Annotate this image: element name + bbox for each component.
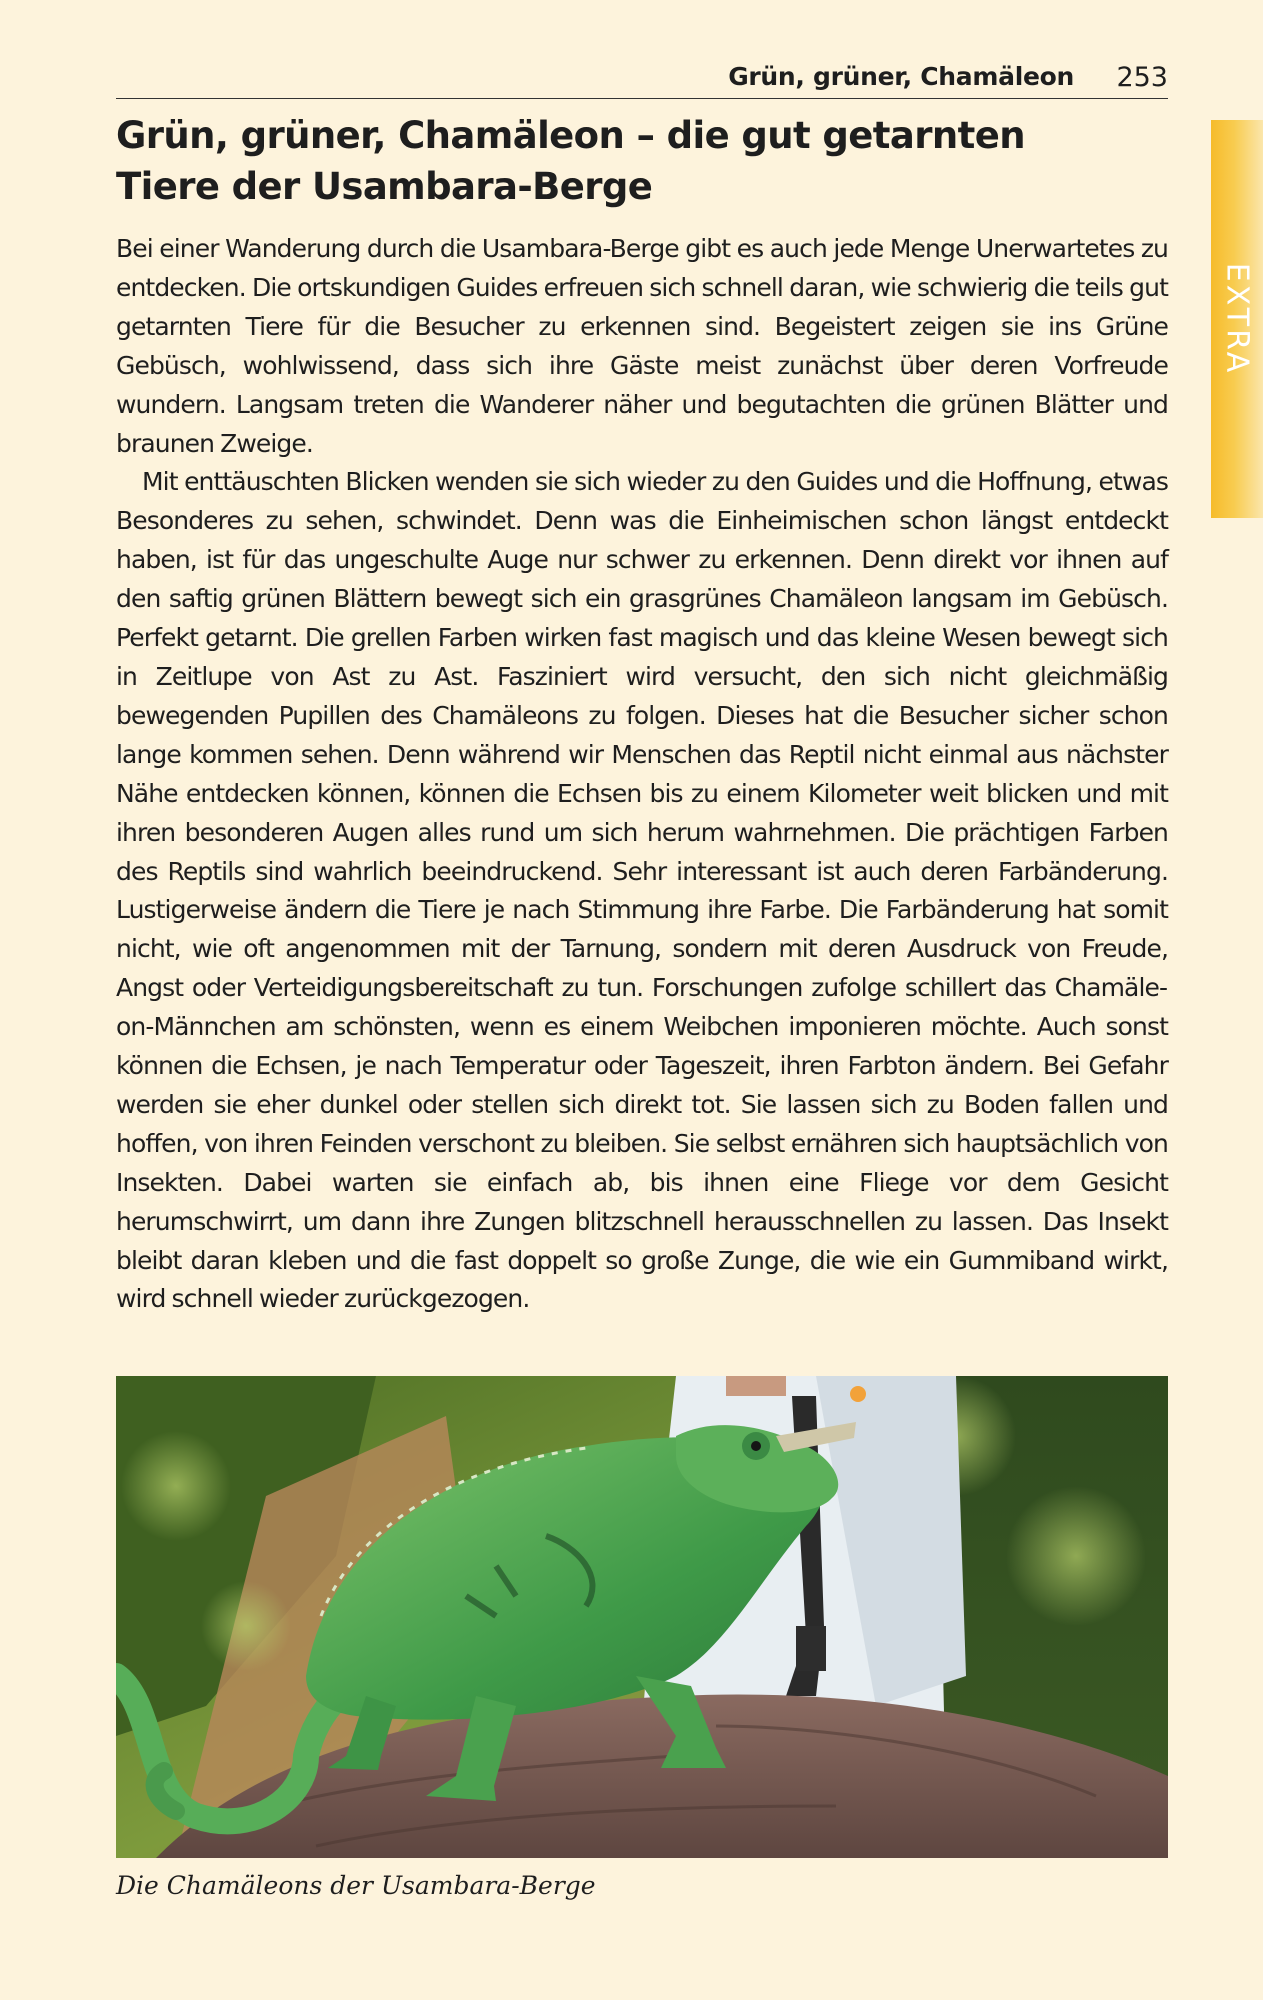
running-title: Grün, grüner, Chamäleon (728, 62, 1074, 91)
article-title-line-1: Grün, grüner, Chamäleon – die gut getarnten (116, 114, 1025, 157)
page-number: 253 (1116, 62, 1168, 93)
running-header (116, 58, 1168, 99)
extra-tab-label: EXTRA (1219, 262, 1255, 376)
article-body (116, 230, 1168, 1319)
article-title (116, 110, 1116, 212)
photo-caption: Die Chamäleons der Usambara-Berge (116, 1871, 596, 1900)
body-paragraph-2: Mit enttäuschten Blicken wenden sie sich wieder zu den Guides und die Hoffnung, etwas Besonderes zu sehen, schwindet. Denn was die Einheimischen schon längst entdeckt haben, ist für das ungeschulte Auge nur schwer zu erkennen. Denn direkt vor ihnen auf den saftig grünen Blättern bewegt sich ein grasgrünes Chamäleon langsam im Gebüsch. Perfekt getarnt. Die grellen Farben wirken fast magisch und das kleine Wesen bewegt sich in Zeitlupe von Ast zu Ast. Fasziniert wird versucht, den sich nicht gleichmäßig bewegenden Pupillen des Chamäleons zu folgen. Dieses hat die Besucher sicher schon lange kommen sehen. Denn während wir Menschen das Reptil nicht einmal aus nächster Nähe entdecken können, können die Echsen bis zu einem Kilometer weit blicken und mit ihren besonderen Augen alles rund um sich herum wahrnehmen. Die prächtigen Farben des Reptils sind wahrlich beeindruckend. Sehr interessant ist auch deren Farbänderung. Lustigerweise ändern die Tiere je nach Stimmung ihre Farbe. Die Farbänderung hat somit nicht, wie oft angenommen mit der Tarnung, sondern mit deren Ausdruck von Freude, Angst oder Verteidigungsbereitschaft zu tun. Forschungen zufolge schillert das Chamäleon-Männchen am schönsten, wenn es einem Weibchen imponieren möchte. Auch sonst können die Echsen, je nach Temperatur oder Tageszeit, ihren Farbton ändern. Bei Gefahr werden sie eher dunkel oder stellen sich direkt tot. Sie lassen sich zu Boden fallen und hoffen, von ihren Feinden verschont zu bleiben. Sie selbst ernähren sich hauptsächlich von Insekten. Dabei warten sie einfach ab, bis ihnen eine Fliege vor dem Gesicht herumschwirrt, um dann ihre Zungen blitzschnell herausschnellen zu lassen. Das Insekt bleibt daran kleben und die fast doppelt so große Zunge, die wie ein Gummiband wirkt, wird schnell wieder zurückgezogen. (116, 467, 1168, 1314)
chameleon-photo-illustration (116, 1376, 1168, 1858)
extra-side-tab (1211, 120, 1263, 518)
article-title-line-2: Tiere der Usambara-Berge (116, 165, 653, 208)
chameleon-photo (116, 1376, 1168, 1858)
body-paragraph-1: Bei einer Wanderung durch die Usambara-Berge gibt es auch jede Menge Unerwartetes zu entdecken. Die ortskundigen Guides erfreuen sich schnell daran, wie schwierig die teils gut getarnten Tiere für die Besucher zu erkennen sind. Begeistert zeigen sie ins Grüne Gebüsch, wohlwissend, dass sich ihre Gäste meist zunächst über deren Vorfreude wundern. Langsam treten die Wanderer näher und begutachten die grünen Blätter und braunen Zweige. (116, 234, 1168, 458)
